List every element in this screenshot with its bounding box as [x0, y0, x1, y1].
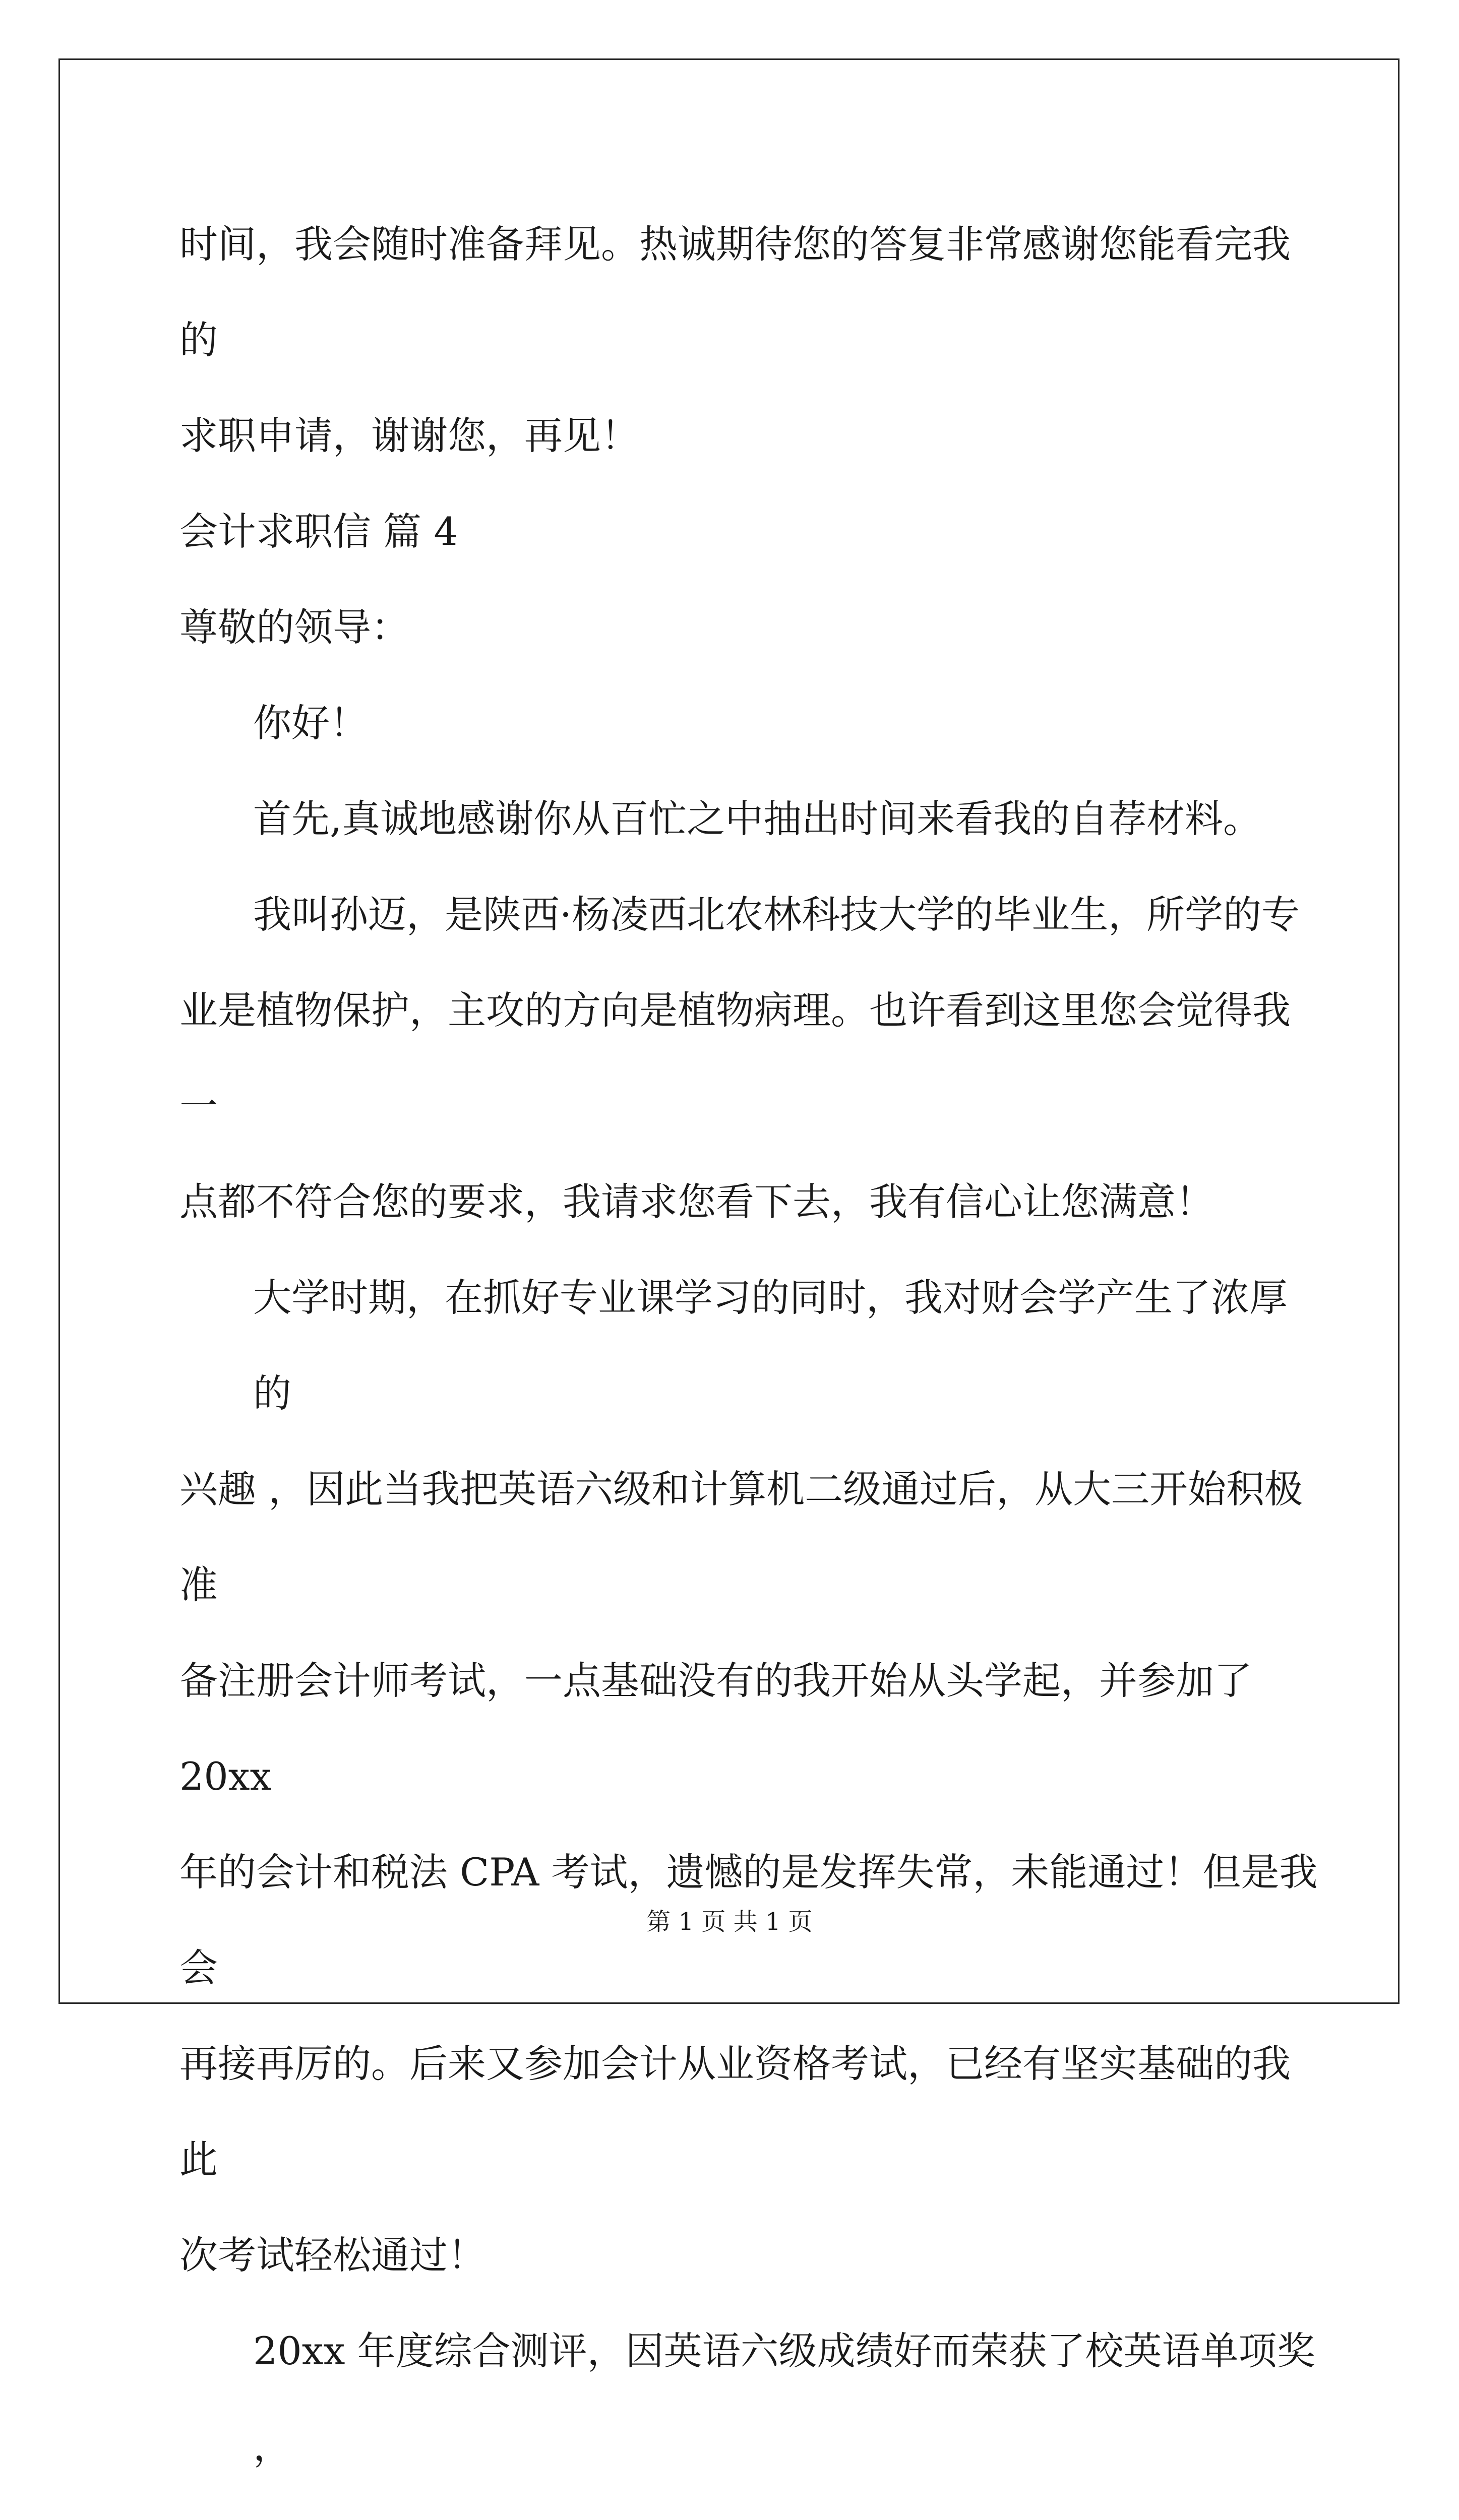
body-line: 时间，我会随时准备拜见。热诚期待您的答复非常感谢您能看完我的	[179, 222, 1291, 362]
page-footer: 第 1 页 共 1 页	[646, 1908, 813, 1936]
body-line: 我叫孙迈，是陕西·杨凌西北农林科技大学的毕业生，所学的专	[253, 892, 1300, 937]
body-line	[179, 2495, 1319, 2520]
document-body	[179, 197, 1319, 2520]
salutation: 尊敬的领导：	[179, 605, 409, 650]
body-line: 求职申请，谢谢您，再见！	[179, 413, 639, 458]
section-heading: 会计求职信 篇 4	[179, 509, 458, 554]
greeting: 你好！	[253, 701, 368, 745]
body-line: 再接再厉的。后来又参加会计从业资格考试，已经有坚实基础的我此	[179, 2041, 1291, 2182]
body-line: 年的会计和税法 CPA 考试，遗憾的是发挥失常，未能通过！但是我会	[179, 1850, 1318, 1990]
body-line: 首先,真诚地感谢你从百忙之中抽出时间来看我的自荐材料。	[253, 796, 1262, 841]
body-line: 次考试轻松通过！	[179, 2233, 486, 2278]
body-line: 备注册会计师考试，一点基础没有的我开始从头学起，并参加了 20xx	[179, 1658, 1252, 1799]
body-line: 大学时期，在抓好专业课学习的同时，我对财会学产生了浓厚的	[253, 1275, 1288, 1416]
body-line: 业是植物保护，主攻的方向是植物病理。也许看到这里您会觉得我一	[179, 988, 1291, 1128]
body-line: 兴趣 ，因此当我把英语六级和计算机二级通过后，从大三开始积极准	[179, 1467, 1303, 1607]
body-line: 20xx 年度综合测评，因英语六级成绩好而荣获了校英语单项奖 ，	[253, 2328, 1315, 2469]
body-line: 点都不符合您的要求，我请求您看下去，我有信心让您满意！	[179, 1179, 1214, 1224]
